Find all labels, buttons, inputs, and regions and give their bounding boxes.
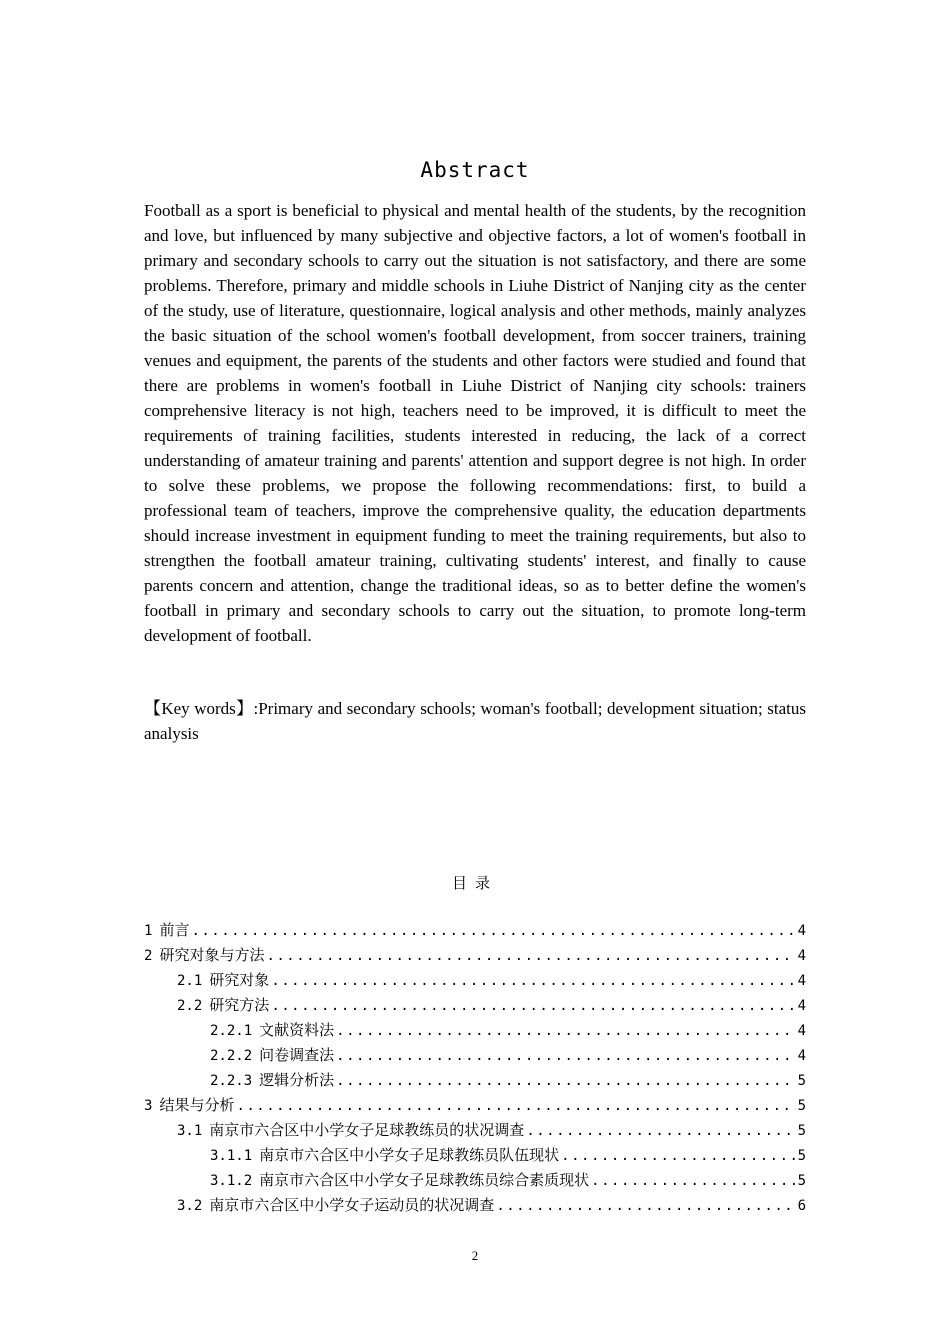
- toc-entry[interactable]: [144, 1019, 806, 1044]
- toc-entry[interactable]: [144, 1094, 806, 1119]
- toc-entry[interactable]: [144, 1144, 806, 1169]
- toc-entry-page: 4: [797, 948, 806, 964]
- table-of-contents: [144, 919, 806, 1219]
- toc-leader-dots: [266, 948, 795, 964]
- toc-entry-page: 5: [797, 1073, 806, 1089]
- toc-entry-title: 研究方法: [209, 996, 270, 1014]
- toc-entry-page: 4: [797, 998, 806, 1014]
- toc-entry-number: 2.2: [177, 998, 203, 1014]
- toc-entry-title: 研究对象与方法: [159, 946, 265, 964]
- toc-title: 目录: [451, 874, 498, 892]
- toc-entry-page: 6: [797, 1198, 806, 1214]
- abstract-title: Abstract: [420, 158, 530, 182]
- toc-entry-title: 文献资料法: [259, 1021, 335, 1039]
- toc-entry-page: 5: [797, 1148, 806, 1164]
- keywords-label: 【Key words】: [144, 699, 254, 718]
- page-number: 2: [471, 1248, 479, 1263]
- toc-entry[interactable]: [144, 1169, 806, 1194]
- toc-entry[interactable]: [144, 1194, 806, 1219]
- toc-leader-dots: [561, 1148, 795, 1164]
- abstract-body: Football as a sport is beneficial to physical and mental health of the students, by the recognition and love, but influenced by many subjective and objective factors, a lot of women's football in primary and secondary schools to carry out the situation is not satisfactory, and there are some problems. Therefore, primary and middle schools in Liuhe District of Nanjing city as the center of the study, use of literature, questionnaire, logical analysis and other methods, mainly analyzes the basic situation of the school women's football development, from soccer trainers, training venues and equipment, the parents of the students and other factors were studied and found that there are problems in women's football in Liuhe District of Nanjing city schools: trainers comprehensive literacy is not high, teachers need to be improved, it is difficult to meet the requirements of training facilities, students interested in reducing, the lack of a correct understanding of amateur training and parents' attention and support degree is not high. In order to solve these problems, we propose the following recommendations: first, to build a professional team of teachers, improve the comprehensive quality, the education departments should increase investment in equipment funding to meet the training requirements, but also to strengthen the football amateur training, cultivating students' interest, and finally to cause parents concern and attention, change the traditional ideas, so as to better define the women's football in primary and secondary schools to carry out the situation, to promote long-term development of football.: [144, 201, 806, 645]
- toc-entry-page: 5: [797, 1098, 806, 1114]
- toc-leader-dots: [526, 1123, 795, 1139]
- toc-entry-number: 2.1: [177, 973, 203, 989]
- toc-entry[interactable]: [144, 1069, 806, 1094]
- keywords-text: :Primary and secondary schools; woman's football; development situation; status analysis: [144, 699, 806, 743]
- toc-entry-number: 2.2.1: [210, 1023, 253, 1039]
- keywords-paragraph: [144, 696, 806, 746]
- toc-entry-page: 4: [797, 973, 806, 989]
- toc-entry-title: 南京市六合区中小学女子足球教练员的状况调查: [209, 1121, 525, 1139]
- toc-entry[interactable]: [144, 969, 806, 994]
- toc-entry-number: 3.1.2: [210, 1173, 253, 1189]
- toc-entry-number: 3: [144, 1098, 153, 1114]
- toc-entry-title: 南京市六合区中小学女子运动员的状况调查: [209, 1196, 495, 1214]
- toc-entry-title: 结果与分析: [159, 1096, 235, 1114]
- toc-entry-title: 逻辑分析法: [259, 1071, 335, 1089]
- toc-entry-title: 研究对象: [209, 971, 270, 989]
- toc-leader-dots: [271, 998, 795, 1014]
- toc-entry-number: 3.2: [177, 1198, 203, 1214]
- toc-entry[interactable]: [144, 944, 806, 969]
- toc-entry-page: 5: [797, 1123, 806, 1139]
- toc-entry-page: 4: [797, 923, 806, 939]
- toc-leader-dots: [336, 1073, 795, 1089]
- toc-entry-title: 南京市六合区中小学女子足球教练员综合素质现状: [259, 1171, 590, 1189]
- toc-entry-number: 3.1: [177, 1123, 203, 1139]
- toc-leader-dots: [591, 1173, 795, 1189]
- toc-entry-number: 2.2.2: [210, 1048, 253, 1064]
- toc-leader-dots: [191, 923, 795, 939]
- toc-entry-number: 2: [144, 948, 153, 964]
- toc-entry-number: 3.1.1: [210, 1148, 253, 1164]
- toc-entry-page: 4: [797, 1023, 806, 1039]
- toc-entry[interactable]: [144, 1044, 806, 1069]
- toc-entry[interactable]: [144, 919, 806, 944]
- toc-entry-page: 4: [797, 1048, 806, 1064]
- toc-leader-dots: [336, 1023, 795, 1039]
- toc-entry-page: 5: [797, 1173, 806, 1189]
- toc-entry-number: 1: [144, 923, 153, 939]
- toc-leader-dots: [271, 973, 795, 989]
- toc-entry[interactable]: [144, 994, 806, 1019]
- toc-entry-title: 南京市六合区中小学女子足球教练员队伍现状: [259, 1146, 560, 1164]
- toc-entry-title: 问卷调查法: [259, 1046, 335, 1064]
- toc-leader-dots: [236, 1098, 795, 1114]
- toc-entry-number: 2.2.3: [210, 1073, 253, 1089]
- toc-entry[interactable]: [144, 1119, 806, 1144]
- toc-leader-dots: [336, 1048, 795, 1064]
- toc-leader-dots: [496, 1198, 795, 1214]
- toc-entry-title: 前言: [159, 921, 190, 939]
